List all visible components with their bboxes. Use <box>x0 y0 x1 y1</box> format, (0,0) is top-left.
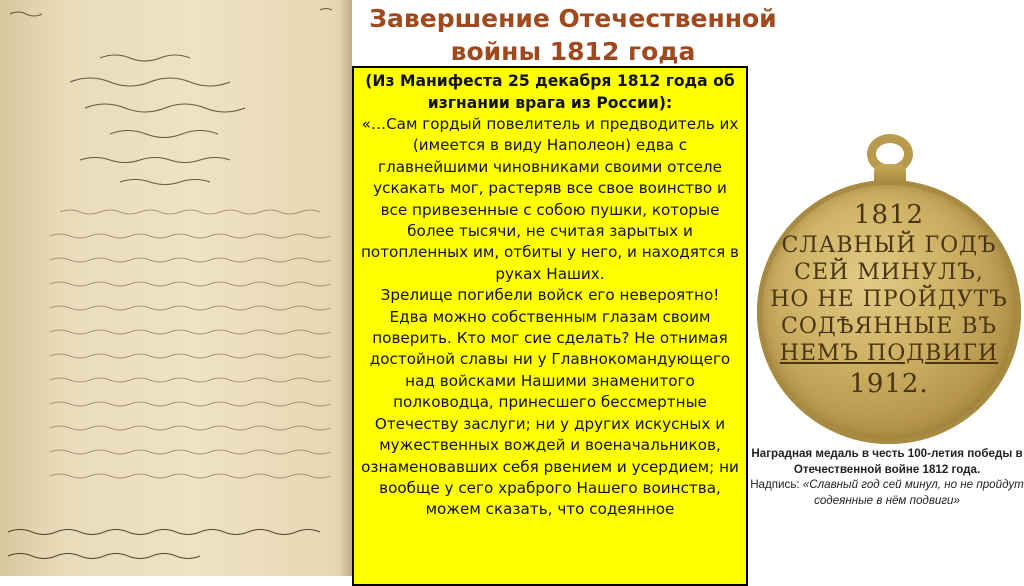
medal-line-4: НО НЕ ПРОЙДУТЪ <box>770 287 1008 312</box>
medal-line-2: СЛАВНЫЙ ГОДЪ <box>781 233 997 258</box>
quote-heading: (Из Манифеста 25 декабря 1812 года об изгнании врага из России): <box>365 72 735 112</box>
slide-title: Завершение Отечественной войны 1812 года <box>369 4 777 66</box>
quote-paragraph-1: «…Сам гордый повелитель и предводитель их (имеется в виду Наполеон) едва с главнейшими чиновниками своими отселе ускакать мог, растеряв все свое воинство и все привезенные с собою пушки, которые более тысячи, не считая зарытых и потопленных им, отбиты у него, и находятся в руках Наших. <box>360 115 739 283</box>
page-fold-shadow <box>338 0 352 576</box>
medal-caption <box>750 446 1024 508</box>
manuscript-handwriting <box>0 0 352 576</box>
medal-disc <box>757 180 1021 444</box>
manifesto-quote-box <box>352 66 748 586</box>
medal-year-bottom: 1912. <box>849 369 929 399</box>
manifesto-manuscript-image <box>0 0 352 576</box>
caption-inscription: «Славный год сей минул, но не пройдут содеянные в нём подвиги» <box>802 478 1024 507</box>
medal-image <box>755 92 1023 444</box>
caption-label: Надпись: <box>750 478 803 491</box>
medal-inscription <box>757 180 1021 444</box>
medal-line-6: НЕМЪ ПОДВИГИ <box>779 341 999 366</box>
caption-title: Наградная медаль в честь 100-летия победы в Отечественной войне 1812 года. <box>751 447 1023 476</box>
medal-line-5: СОДѢЯННЫЕ ВЪ <box>781 314 997 339</box>
medal-line-3: СЕЙ МИНУЛЪ, <box>794 260 984 285</box>
medal-year-top: 1812 <box>853 200 925 230</box>
quote-paragraph-2: Зрелище погибели войск его невероятно! Едва можно собственным глазам своим поверить. Кто мог сие сделать? Не отнимая достойной славы ни у Главнокомандующего над войсками Нашими знаменитого полководца, принесшего бессмертные Отечеству заслуги; ни у других искусных и мужественных вождей и военачальников, ознаменовавших себя рвением и усердием; ни вообще у сего храброго Нашего воинства, можем сказать, что содеянное <box>361 286 739 519</box>
